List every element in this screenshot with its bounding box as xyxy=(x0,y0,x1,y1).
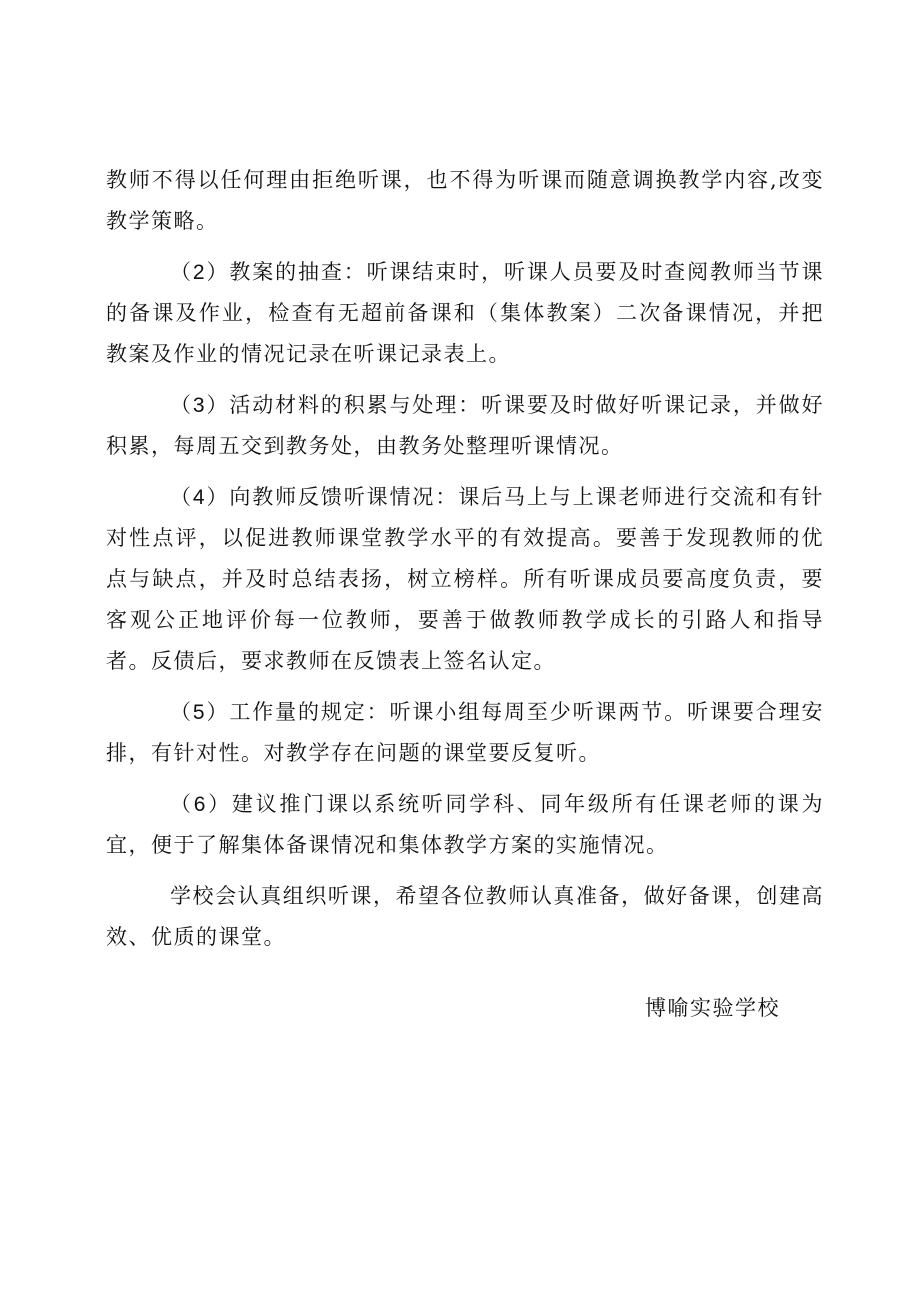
document-body xyxy=(106,160,824,958)
paragraph-text: 建议推门课以系统听同学科、同年级所有任课老师的课为宜，便于了解集体备课情况和集体教学方案的实施情况。 xyxy=(106,792,824,857)
paragraph-material-accumulation xyxy=(106,385,824,467)
item-number: （3） xyxy=(170,394,230,417)
paragraph-lesson-plan-check xyxy=(106,252,824,375)
signature-school-name: 博喻实验学校 xyxy=(645,996,780,1020)
paragraph-closing xyxy=(106,876,824,958)
paragraph-text: 活动材料的积累与处理：听课要及时做好听课记录，并做好积累，每周五交到教务处，由教务处整理听课情况。 xyxy=(106,393,824,458)
paragraph-text: 学校会认真组织听课，希望各位教师认真准备，做好备课，创建高效、优质的课堂。 xyxy=(106,884,824,949)
paragraph-text: 向教师反馈听课情况：课后马上与上课老师进行交流和有针对性点评，以促进教师课堂教学水平的有效提高。要善于发现教师的优点与缺点，并及时总结表扬，树立榜样。所有听课成员要高度负责，要客观公正地评价每一位教师，要善于做教师教学成长的引路人和指导者。反债后，要求教师在反馈表上签名认定。 xyxy=(106,485,824,673)
paragraph-text: 教案的抽查：听课结束时，听课人员要及时查阅教师当节课的备课及作业，检查有无超前备课和（集体教案）二次备课情况，并把教案及作业的情况记录在听课记录表上。 xyxy=(106,260,824,366)
paragraph-text: 教师不得以任何理由拒绝听课，也不得为听课而随意调换教学内容,改变教学策略。 xyxy=(106,168,824,233)
item-number: （5） xyxy=(170,701,230,724)
paragraph-text: 工作量的规定：听课小组每周至少听课两节。听课要合理安排，有针对性。对教学存在问题的课堂要反复听。 xyxy=(106,700,824,765)
item-number: （6） xyxy=(170,793,232,816)
paragraph-workload xyxy=(106,692,824,774)
item-number: （2） xyxy=(170,261,230,284)
item-number: （4） xyxy=(170,486,230,509)
paragraph-continuation xyxy=(106,160,824,242)
paragraph-feedback xyxy=(106,477,824,682)
paragraph-drop-in-class xyxy=(106,784,824,866)
